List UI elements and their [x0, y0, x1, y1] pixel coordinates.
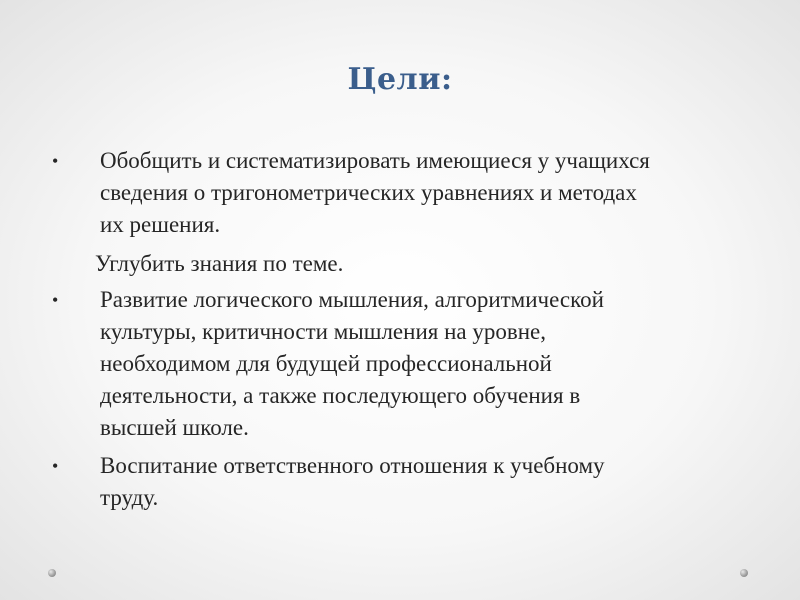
list-item-line: их решения. — [100, 212, 221, 237]
bullet-marker: • — [52, 456, 59, 476]
corner-dot-icon — [740, 569, 748, 577]
list-item-line: сведения о тригонометрических уравнениях и методах — [100, 180, 637, 205]
list-item-1 — [100, 145, 740, 241]
list-item-line: Развитие логического мышления, алгоритмической — [100, 287, 604, 312]
list-item-4 — [100, 450, 740, 514]
slide-title: Цели: — [347, 62, 453, 97]
list-item-2: Углубить знания по теме. — [95, 251, 344, 276]
list-item-line: Обобщить и систематизировать имеющиеся у учащихся — [100, 148, 650, 173]
list-item-3 — [100, 284, 740, 444]
list-item-line: высшей школе. — [100, 415, 249, 440]
bullet-marker: • — [52, 151, 59, 171]
list-item-line: труду. — [100, 485, 159, 510]
list-item-line: деятельности, а также последующего обучения в — [100, 383, 581, 408]
bullet-marker: • — [52, 290, 59, 310]
list-item-line: Воспитание ответственного отношения к учебному — [100, 453, 605, 478]
list-item-line: культуры, критичности мышления на уровне, — [100, 319, 546, 344]
corner-dot-icon — [48, 569, 56, 577]
list-item-line: необходимом для будущей профессиональной — [100, 351, 552, 376]
